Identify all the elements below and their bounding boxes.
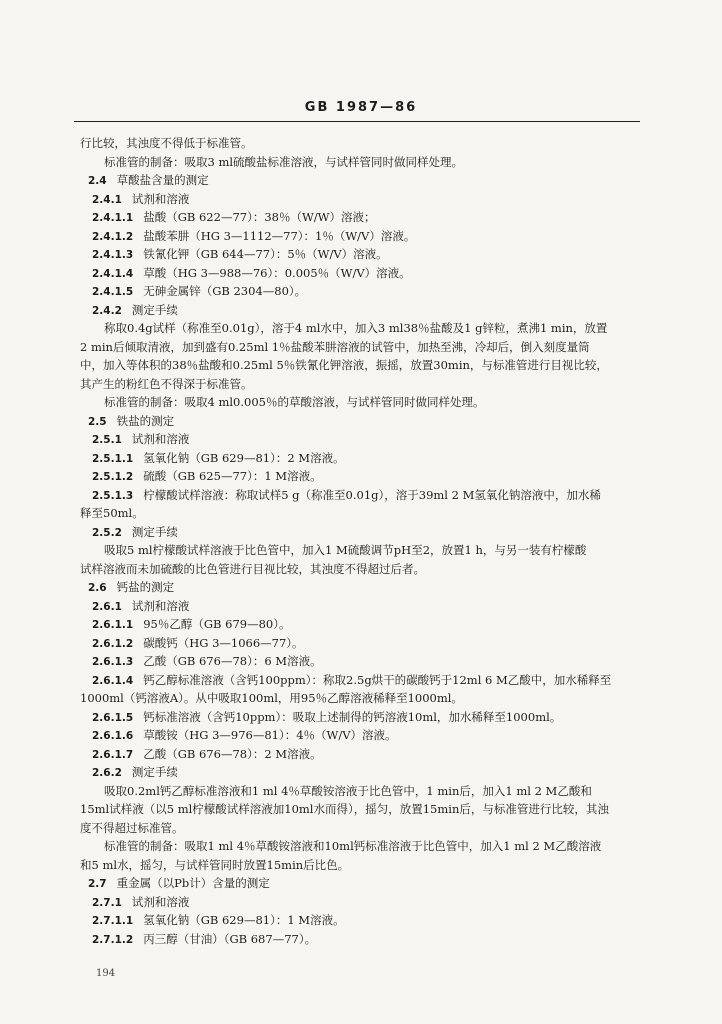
line-text: 草酸铵（HG 3—976—81）：4％（W/V）溶液。 bbox=[143, 728, 397, 742]
section-line bbox=[80, 264, 640, 283]
section-line bbox=[80, 615, 640, 634]
line-text: 试剂和溶液 bbox=[131, 191, 190, 206]
line-text: 吸取5 ml柠檬酸试样溶液于比色管中，加入1 M硫酸调节pH至2，放置1 h，与另一装有柠檬酸 bbox=[104, 543, 587, 557]
line-text: 铁盐的测定 bbox=[116, 413, 175, 428]
line-text: 1000ml（钙溶液A）。从中吸取100ml，用95％乙醇溶液稀释至1000ml。 bbox=[80, 691, 463, 705]
section-line bbox=[80, 597, 640, 616]
section-number: 2.5.1.1 bbox=[92, 452, 134, 465]
line-text: 标准管的制备：吸取1 ml 4％草酸铵溶液和10ml钙标准溶液于比色管中，加入1 ml 2 M乙酸溶液 bbox=[104, 839, 602, 853]
section-number: 2.6.1.7 bbox=[92, 748, 134, 761]
section-line bbox=[80, 190, 640, 209]
text-line bbox=[80, 856, 640, 875]
line-text: 2 min后倾取清液，加到盛有0.25ml 1％盐酸苯肼溶液的试管中，加热至沸，冷却后，倒入刻度量筒 bbox=[80, 339, 590, 354]
section-number: 2.6.1.5 bbox=[92, 711, 134, 724]
line-text: 试剂和溶液 bbox=[131, 894, 190, 909]
section-line bbox=[80, 245, 640, 264]
line-text: 测定手续 bbox=[131, 765, 178, 779]
line-text: 碳酸钙（HG 3—1066—77）。 bbox=[143, 635, 304, 650]
line-text: 草酸盐含量的测定 bbox=[116, 173, 209, 187]
line-text: 钙乙醇标准溶液（含钙100ppm）：称取2.5g烘干的碳酸钙于12ml 6 M乙酸中，加水稀释至 bbox=[143, 672, 612, 687]
line-text: 盐酸（GB 622—77）：38％（W/W）溶液； bbox=[143, 210, 376, 224]
line-text: 其产生的粉红色不得深于标准管。 bbox=[80, 376, 253, 391]
section-line bbox=[80, 171, 640, 190]
line-text: 无砷金属锌（GB 2304—80）。 bbox=[143, 284, 307, 298]
line-text: 钙盐的测定 bbox=[116, 580, 175, 594]
line-text: 标准管的制备：吸取4 ml0.005％的草酸溶液，与试样管同时做同样处理。 bbox=[104, 395, 485, 409]
line-text: 测定手续 bbox=[131, 302, 178, 317]
section-number: 2.4.1 bbox=[92, 193, 122, 206]
line-text: 行比较，其浊度不得低于标准管。 bbox=[80, 136, 253, 150]
text-line bbox=[80, 338, 640, 357]
line-text: 草酸（HG 3—988—76）：0.005％（W/V）溶液。 bbox=[143, 265, 411, 280]
line-text: 试剂和溶液 bbox=[131, 432, 190, 446]
line-text: 盐酸苯肼（HG 3—1112—77）：1％（W/V）溶液。 bbox=[143, 228, 416, 243]
text-line bbox=[80, 819, 640, 838]
text-line bbox=[80, 356, 640, 375]
section-line bbox=[80, 763, 640, 782]
line-text: 称取0.4g试样（称准至0.01g），溶于4 ml水中，加入3 ml38％盐酸及1 g锌粒，煮沸1 min，放置 bbox=[104, 321, 608, 335]
section-line bbox=[80, 301, 640, 320]
section-number: 2.6.1 bbox=[92, 600, 122, 613]
document-body bbox=[80, 134, 640, 948]
section-line bbox=[80, 893, 640, 912]
section-number: 2.6.1.3 bbox=[92, 656, 134, 668]
line-text: 氢氧化钠（GB 629—81）：2 M溶液。 bbox=[143, 450, 345, 465]
text-line bbox=[80, 800, 640, 819]
line-text: 硫酸（GB 625—77）：1 M溶液。 bbox=[143, 469, 322, 483]
text-line bbox=[80, 837, 640, 856]
section-line bbox=[80, 412, 640, 431]
section-line bbox=[80, 708, 640, 727]
page-header: GB 1987—86 bbox=[304, 100, 418, 115]
section-number: 2.6.1.2 bbox=[92, 637, 134, 650]
section-number: 2.6.1.6 bbox=[92, 730, 134, 742]
text-line bbox=[80, 319, 640, 338]
line-text: 试样溶液而未加硫酸的比色管进行目视比较，其浊度不得超过后者。 bbox=[80, 561, 425, 576]
section-number: 2.7.1.1 bbox=[92, 915, 134, 927]
line-text: 钙标准溶液（含钙10ppm）：吸取上述制得的钙溶液10ml，加水稀释至1000ml。 bbox=[143, 709, 562, 724]
text-line bbox=[80, 782, 640, 801]
section-line bbox=[80, 911, 640, 930]
header-rule bbox=[74, 121, 640, 122]
section-line bbox=[80, 523, 640, 542]
section-line bbox=[80, 227, 640, 246]
text-line bbox=[80, 375, 640, 394]
line-text: 吸取0.2ml钙乙醇标准溶液和1 ml 4％草酸铵溶液于比色管中，1 min后，加入1 ml 2 M乙酸和 bbox=[104, 783, 592, 798]
line-text: 试剂和溶液 bbox=[131, 598, 190, 613]
section-line bbox=[80, 652, 640, 671]
text-line bbox=[80, 689, 640, 708]
line-text: 测定手续 bbox=[131, 524, 178, 539]
section-line bbox=[80, 634, 640, 653]
section-line bbox=[80, 449, 640, 468]
line-text: 重金属（以Pb计）含量的测定 bbox=[116, 876, 270, 890]
section-number: 2.5.2 bbox=[92, 526, 122, 539]
line-text: 铁氰化钾（GB 644—77）：5％（W/V）溶液。 bbox=[143, 247, 388, 261]
text-line bbox=[80, 541, 640, 560]
line-text: 中，加入等体积的38％盐酸和0.25ml 5％铁氰化钾溶液，振摇，放置30min，与标准管进行目视比较， bbox=[80, 358, 608, 372]
section-line bbox=[80, 671, 640, 690]
section-number: 2.6 bbox=[88, 582, 107, 594]
page-number: 194 bbox=[96, 968, 116, 979]
section-number: 2.4.1.3 bbox=[92, 249, 134, 261]
text-line bbox=[80, 153, 640, 172]
line-text: 度不得超过标准管。 bbox=[80, 820, 184, 835]
line-text: 15ml试样液（以5 ml柠檬酸试样溶液加10ml水而得），摇匀，放置15min后，与标准管进行比较，其浊 bbox=[80, 802, 609, 816]
section-number: 2.7.1 bbox=[92, 896, 122, 909]
section-line bbox=[80, 930, 640, 949]
line-text: 氢氧化钠（GB 629—81）：1 M溶液。 bbox=[143, 913, 345, 927]
line-text: 丙三醇（甘油）（GB 687—77）。 bbox=[143, 931, 317, 946]
line-text: 95％乙醇（GB 679—80）。 bbox=[143, 617, 291, 631]
section-number: 2.4 bbox=[88, 175, 107, 187]
line-text: 乙酸（GB 676—78）：6 M溶液。 bbox=[143, 654, 322, 668]
section-line bbox=[80, 726, 640, 745]
section-number: 2.6.1.1 bbox=[92, 619, 134, 631]
text-line bbox=[80, 393, 640, 412]
section-number: 2.6.2 bbox=[92, 767, 122, 779]
section-number: 2.5 bbox=[88, 415, 107, 428]
section-line bbox=[80, 282, 640, 301]
section-number: 2.4.1.5 bbox=[92, 286, 134, 298]
section-number: 2.5.1.2 bbox=[92, 471, 134, 483]
line-text: 释至50ml。 bbox=[80, 506, 144, 520]
section-number: 2.7 bbox=[88, 878, 107, 890]
line-text: 标准管的制备：吸取3 ml硫酸盐标准溶液，与试样管同时做同样处理。 bbox=[104, 154, 464, 169]
section-number: 2.6.1.4 bbox=[92, 674, 134, 687]
section-number: 2.4.1.1 bbox=[92, 212, 134, 224]
section-number: 2.4.1.4 bbox=[92, 267, 134, 280]
line-text: 和5 ml水，摇匀，与试样管同时放置15min后比色。 bbox=[80, 857, 350, 872]
section-line bbox=[80, 467, 640, 486]
text-line bbox=[80, 504, 640, 523]
line-text: 柠檬酸试样溶液：称取试样5 g（称准至0.01g），溶于39ml 2 M氢氧化钠溶液中，加水稀 bbox=[143, 487, 601, 502]
section-number: 2.4.2 bbox=[92, 304, 122, 317]
section-number: 2.4.1.2 bbox=[92, 230, 134, 243]
text-line bbox=[80, 134, 640, 153]
section-number: 2.5.1 bbox=[92, 434, 122, 446]
section-number: 2.5.1.3 bbox=[92, 489, 134, 502]
line-text: 乙酸（GB 676—78）：2 M溶液。 bbox=[143, 746, 322, 761]
section-line bbox=[80, 578, 640, 597]
text-line bbox=[80, 560, 640, 579]
section-line bbox=[80, 874, 640, 893]
section-number: 2.7.1.2 bbox=[92, 933, 134, 946]
section-line bbox=[80, 430, 640, 449]
section-line bbox=[80, 745, 640, 764]
section-line bbox=[80, 486, 640, 505]
section-line bbox=[80, 208, 640, 227]
